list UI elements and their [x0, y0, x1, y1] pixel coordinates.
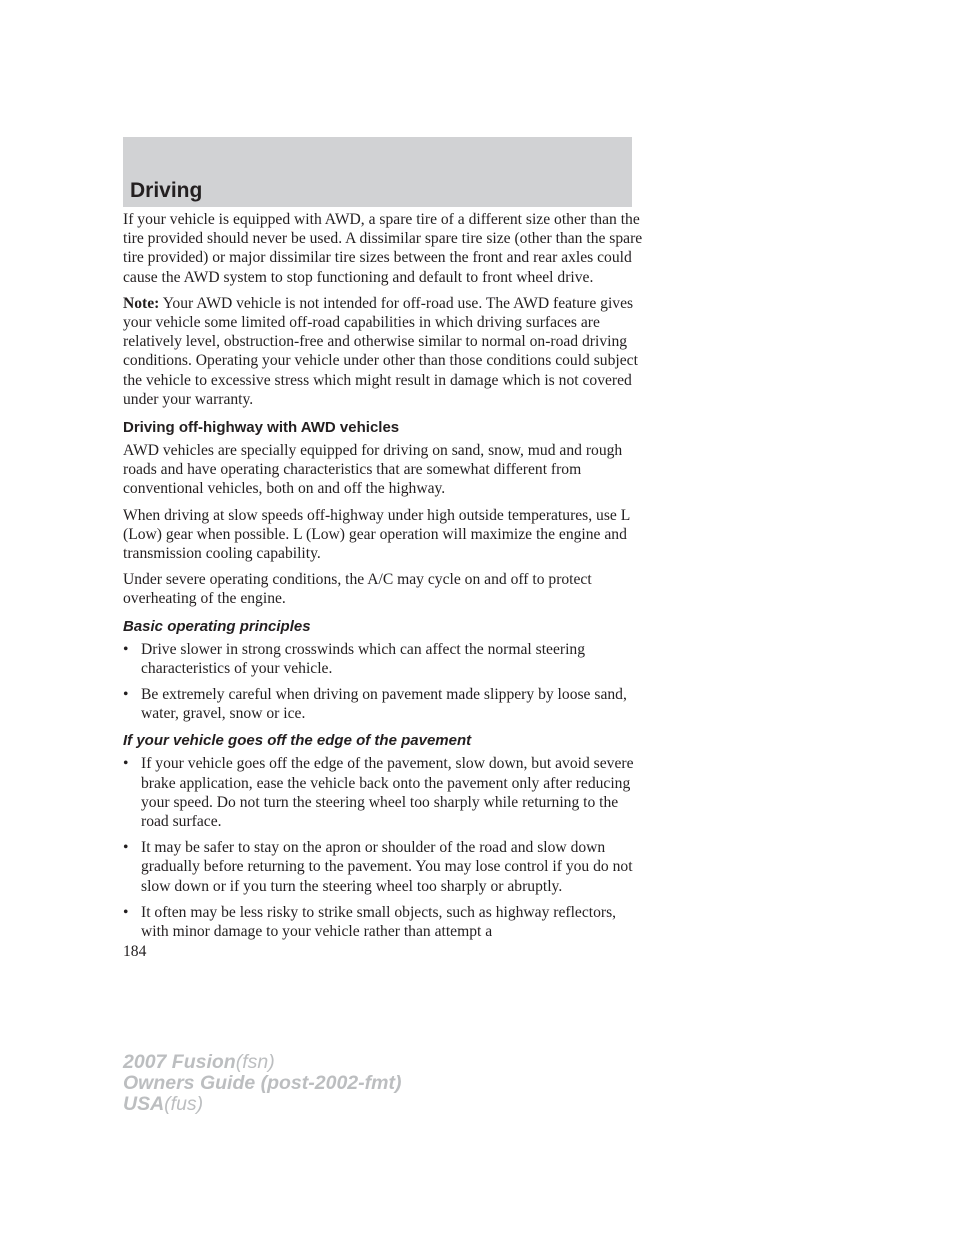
- document-footer: [123, 1052, 401, 1115]
- footer-line-model: 2007 Fusion(fsn): [123, 1051, 275, 1073]
- list-item: • Drive slower in strong crosswinds which can affect the normal steering characteristics of your vehicle.: [123, 640, 586, 677]
- subheading-basic-principles: Basic operating principles: [123, 617, 311, 635]
- bullet-list-off-pavement: [123, 754, 643, 941]
- list-item: • It often may be less risky to strike small objects, such as highway reflectors, with minor damage to your vehicle rather than attempt a: [123, 903, 617, 941]
- page-number: 184: [123, 943, 147, 960]
- list-item: • Be extremely careful when driving on pavement made slippery by loose sand, water, gravel, snow or ice.: [123, 686, 627, 723]
- paragraph-ac-cycle: Under severe operating conditions, the A/C may cycle on and off to protect overheating of the engine.: [123, 571, 592, 608]
- bullet-icon: •: [123, 839, 129, 857]
- footer-line-guide: Owners Guide (post-2002-fmt): [123, 1072, 402, 1094]
- bullet-icon: •: [123, 686, 129, 704]
- paragraph-awd-spare-tire: If your vehicle is equipped with AWD, a spare tire of a different size other than the tire provided should never be used. A dissimilar spare tire size (other than the spare tire provided) or major dissimilar tire sizes between the front and rear axles could cause the AWD system to stop functioning and default to front wheel drive.: [123, 211, 643, 286]
- subheading-off-highway: Driving off-highway with AWD vehicles: [123, 419, 400, 437]
- paragraph-note: [123, 294, 643, 409]
- bullet-icon: •: [123, 755, 129, 773]
- footer-line-region: USA(fus): [123, 1093, 204, 1115]
- paragraph-awd-equipped: AWD vehicles are specially equipped for driving on sand, snow, mud and rough roads and have operating characteristics that are somewhat different from conventional vehicles, both on and off the highway.: [123, 442, 623, 498]
- page-content: [123, 210, 643, 948]
- bullet-icon: •: [123, 640, 129, 658]
- list-item: • If your vehicle goes off the edge of the pavement, slow down, but avoid severe brake application, ease the vehicle back onto the pavement only after reducing your speed. Do not turn the steering wheel too sharply while returning to the road surface.: [123, 755, 634, 831]
- section-title: Driving: [130, 179, 203, 202]
- bullet-list-principles: [123, 640, 643, 724]
- bullet-icon: •: [123, 903, 129, 921]
- note-label: Note:: [123, 294, 160, 312]
- subheading-off-pavement: If your vehicle goes off the edge of the pavement: [123, 732, 472, 750]
- paragraph-low-gear: When driving at slow speeds off-highway under high outside temperatures, use L (Low) gear when possible. L (Low) gear operation will maximize the engine and transmission cooling capability.: [123, 506, 630, 563]
- note-text: Your AWD vehicle is not intended for off-road use. The AWD feature gives your vehicle some limited off-road capabilities in which driving surfaces are relatively level, obstruction-free and otherwise similar to normal on-road driving conditions. Operating your vehicle under other than those conditions could subject the vehicle to excessive stress which might result in damage which is not covered under your warranty.: [123, 294, 638, 408]
- list-item: • It may be safer to stay on the apron or shoulder of the road and slow down gradually before returning to the pavement. You may lose control if you do not slow down or if you turn the steering wheel too sharply or abruptly.: [123, 839, 633, 895]
